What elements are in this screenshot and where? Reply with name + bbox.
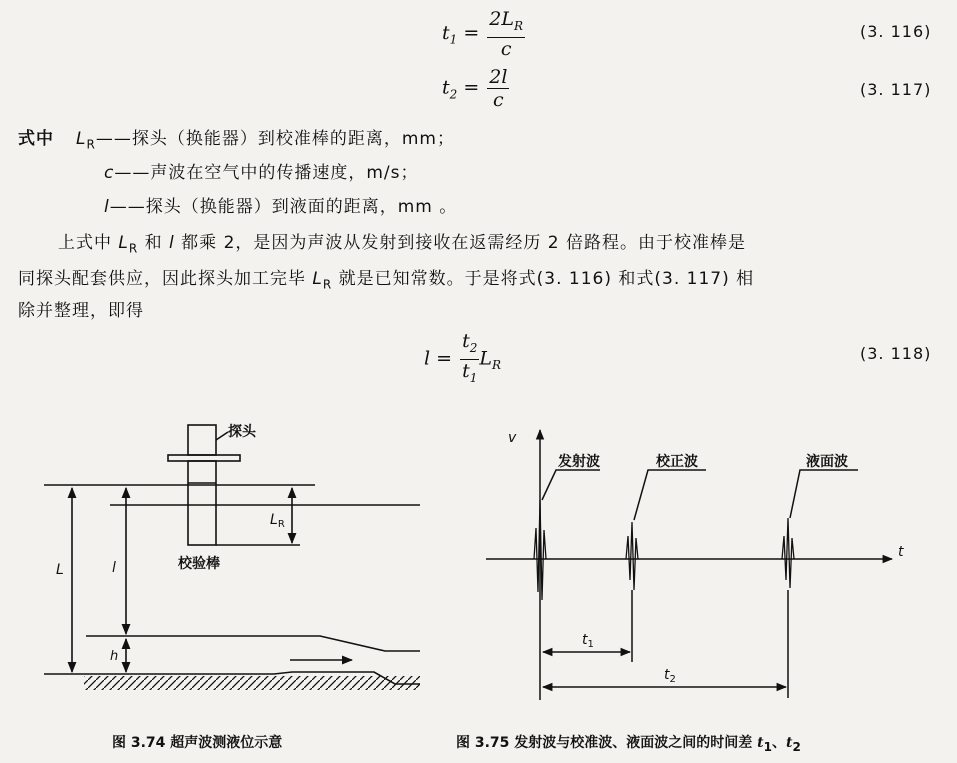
label-l: l [112,560,116,576]
calib-pulse [626,522,638,590]
rod-label: 校验棒 [178,556,220,572]
surface-pulse [782,518,794,588]
equation-3-118: l = $\frac{t_2}{t_1}$ $L_R$ [424,330,502,385]
label-h: h [110,649,119,664]
calibration-rod [188,461,216,545]
equation-3-116: $t_1$ = $\frac{2L_R}{c}$ [442,8,524,60]
label-L: L [56,562,64,578]
t-axis-label: t [898,544,904,560]
paragraph-line-3: 除并整理，即得 [18,301,144,321]
surface-label: 液面波 [806,454,848,470]
definition-LR: 式中 $L_R——$探头（换能器）到校准棒的距离，mm； [18,129,455,152]
label-t2: $t_2$ [664,667,676,685]
definition-l: l——探头（换能器）到液面的距离，mm 。 [104,197,458,217]
calib-leader [634,470,706,520]
emit-label: 发射波 [558,454,600,470]
ground-hatch [84,676,420,690]
equation-3-117: $t_2$ = $\frac{2l}{c}$ [442,66,508,111]
caption-3-75: 图 3.75 发射波与校准波、液面波之间的时间差 $t_1$、$t_2$ [456,735,801,754]
equation-number-3-116: (3. 116) [860,22,932,41]
liquid-surface [86,636,420,651]
caption-3-74: 图 3.74 超声波测液位示意 [112,735,283,751]
paragraph-line-1: 上式中 $L_R$ 和 l 都乘 2，是因为声波从发射到接收在返需经历 2 倍路程。由于校准棒是 [58,233,747,256]
surface-leader [790,470,858,518]
probe-body [188,425,216,455]
label-t1: $t_1$ [582,632,594,650]
paragraph-line-2: 同探头配套供应，因此探头加工完毕 $L_R$ 就是已知常数。于是将式(3. 116) 和式(3. 117) 相 [18,269,755,292]
label-LR: $L_R$ [270,512,285,530]
equation-number-3-118: (3. 118) [860,344,932,363]
definition-lead: 式中 [18,129,54,149]
probe-label: 探头 [228,424,256,440]
v-axis-label: v [508,430,517,446]
emit-leader [542,470,600,500]
definition-c: c——声波在空气中的传播速度，m/s； [104,163,419,183]
probe-label-leader [216,432,228,440]
equation-number-3-117: (3. 117) [860,80,932,99]
probe-flange [168,455,240,461]
calib-label: 校正波 [656,454,698,470]
